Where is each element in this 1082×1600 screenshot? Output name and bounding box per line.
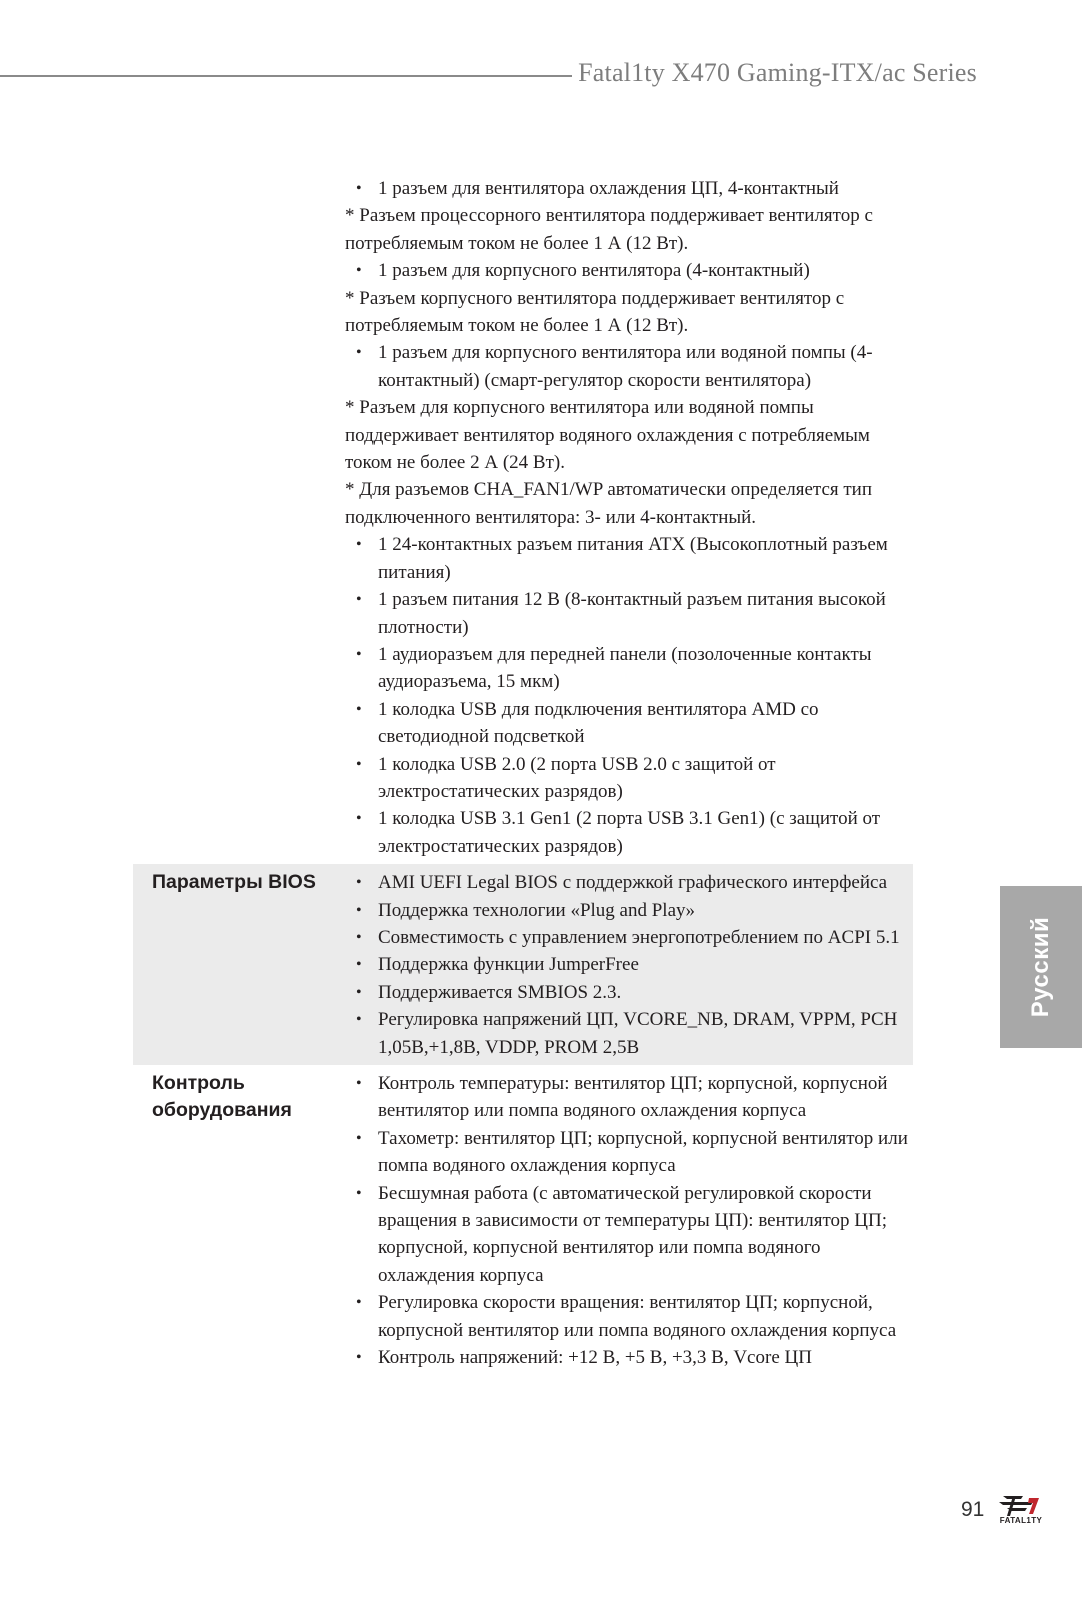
note-text: * Разъем для корпусного вентилятора или водяной помпы поддерживает вентилятор водяного охлаждения с потребляемым током не более 2 А (24 Вт). (345, 397, 870, 474)
bullet-text: 1 колодка USB для подключения вентилятора AMD со светодиодной подсветкой (378, 698, 819, 748)
bullet-item (345, 751, 913, 806)
bullet-dot-icon: • (356, 901, 362, 919)
bullet-dot-icon: • (356, 262, 362, 280)
bullet-text: Поддержка функции JumperFree (378, 954, 639, 976)
bullet-dot-icon: • (356, 1294, 362, 1312)
bullet-text: 1 24-контактных разъем питания ATX (Высокоплотный разъем питания) (378, 534, 888, 583)
spec-row-body (345, 175, 913, 864)
bullet-text: Совместимость с управлением энергопотреблением по ACPI 5.1 (378, 926, 900, 948)
bullet-dot-icon: • (356, 1011, 362, 1029)
bullet-text: 1 разъем питания 12 В (8-контактный разъем питания высокой плотности) (378, 589, 886, 638)
language-tab-label: Русский (1027, 916, 1054, 1018)
bullet-item (345, 531, 913, 586)
bullet-dot-icon: • (356, 591, 362, 609)
bullet-text: Регулировка скорости вращения: вентилятор ЦП; корпусной, корпусной вентилятор или помпа водяного охлаждения корпуса (378, 1292, 897, 1341)
bullet-item (345, 951, 913, 978)
bullet-item (345, 1006, 913, 1061)
bullet-dot-icon: • (356, 536, 362, 554)
header-rule (0, 75, 572, 77)
bullet-item (345, 1344, 913, 1371)
bullet-item (345, 897, 913, 924)
bullet-text: 1 разъем для корпусного вентилятора (4-контактный) (378, 260, 810, 282)
bullet-text: Поддержка технологии «Plug and Play» (378, 899, 696, 921)
bullet-item (345, 869, 913, 896)
spec-row-body (345, 1065, 913, 1375)
bullet-dot-icon: • (356, 180, 362, 197)
note-text: * Для разъемов CHA_FAN1/WP автоматически определяется тип подключенного вентилятора: 3- или 4-контактный. (345, 479, 873, 528)
bullet-item (345, 1180, 913, 1290)
bullet-dot-icon: • (356, 1129, 362, 1147)
bullet-text: Поддерживается SMBIOS 2.3. (378, 981, 622, 1003)
bullet-dot-icon: • (356, 928, 362, 946)
bullet-dot-icon: • (356, 983, 362, 1001)
bullet-item (345, 805, 913, 860)
fatal1ty-logo-text: FATAL1TY (999, 1516, 1043, 1525)
bullet-item (345, 979, 913, 1006)
page-header-title: Fatal1ty X470 Gaming-ITX/ac Series (578, 58, 977, 87)
spec-row-connectors (133, 175, 913, 864)
bullet-text: Бесшумная работа (с автоматической регулировкой скорости вращения в зависимости от температуры ЦП): вентилятор ЦП; корпусной, корпусной вентилятор или помпа водяного охлаждения корпуса (378, 1182, 887, 1286)
fatal1ty-logo-mark (993, 1494, 1049, 1518)
page-number: 91 (961, 1498, 985, 1521)
spec-row-bios (133, 864, 913, 1065)
bullet-dot-icon: • (356, 1075, 362, 1092)
bullet-dot-icon: • (356, 344, 362, 362)
bullet-dot-icon: • (356, 874, 362, 892)
bullet-dot-icon: • (356, 755, 362, 773)
spec-table (133, 175, 913, 1375)
bullet-item (345, 1070, 913, 1125)
spec-row-label-bios: Параметры BIOS (152, 871, 316, 894)
bullet-text: 1 колодка USB 2.0 (2 порта USB 2.0 с защитой от электростатических разрядов) (378, 753, 776, 802)
bullet-dot-icon: • (356, 810, 362, 828)
bullet-text: 1 разъем для вентилятора охлаждения ЦП, 4-контактный (378, 178, 839, 199)
spec-row-label-hardware-monitor: Контроль оборудования (152, 1072, 292, 1122)
bullet-text: 1 разъем для корпусного вентилятора или водяной помпы (4-контактный) (смарт-регулятор скорости вентилятора) (378, 342, 873, 391)
bullet-text: Регулировка напряжений ЦП, VCORE_NB, DRAM, VPPM, PCH 1,05B,+1,8B, VDDP, PROM 2,5B (378, 1009, 898, 1058)
bullet-item (345, 1289, 913, 1344)
note-text: * Разъем корпусного вентилятора поддерживает вентилятор с потребляемым током не более 1 А (12 Вт). (345, 287, 845, 337)
bullet-text: Контроль напряжений: +12 В, +5 В, +3,3 В, Vcore ЦП (378, 1347, 812, 1369)
language-side-tab (1000, 886, 1082, 1048)
fatal1ty-logo-icon (993, 1494, 1049, 1530)
spec-row-body (345, 864, 913, 1065)
bullet-dot-icon: • (356, 1349, 362, 1367)
bullet-item (345, 257, 913, 284)
bullet-item (345, 339, 913, 394)
bullet-item (345, 924, 913, 951)
bullet-item (345, 175, 913, 202)
spec-row-hardware-monitor (133, 1065, 913, 1375)
bullet-item (345, 641, 913, 696)
bullet-item (345, 1125, 913, 1180)
bullet-text: Контроль температуры: вентилятор ЦП; корпусной, корпусной вентилятор или помпа водяного охлаждения корпуса (378, 1073, 888, 1122)
bullet-dot-icon: • (356, 1184, 362, 1202)
spec-row-label (133, 175, 345, 864)
bullet-dot-icon: • (356, 645, 362, 663)
bullet-dot-icon: • (356, 700, 362, 718)
note-text: * Разъем процессорного вентилятора поддерживает вентилятор с потребляемым током не более 1 А (12 Вт). (345, 205, 873, 254)
bullet-text: AMI UEFI Legal BIOS с поддержкой графического интерфейса (378, 872, 888, 894)
bullet-text: 1 аудиоразъем для передней панели (позолоченные контакты аудиоразъема, 15 мкм) (378, 643, 872, 693)
bullet-dot-icon: • (356, 956, 362, 974)
bullet-text: 1 колодка USB 3.1 Gen1 (2 порта USB 3.1 Gen1) (с защитой от электростатических разрядов) (378, 808, 881, 857)
bullet-text: Тахометр: вентилятор ЦП; корпусной, корпусной вентилятор или помпа водяного охлаждения корпуса (378, 1127, 908, 1177)
bullet-item (345, 696, 913, 751)
bullet-item (345, 586, 913, 641)
